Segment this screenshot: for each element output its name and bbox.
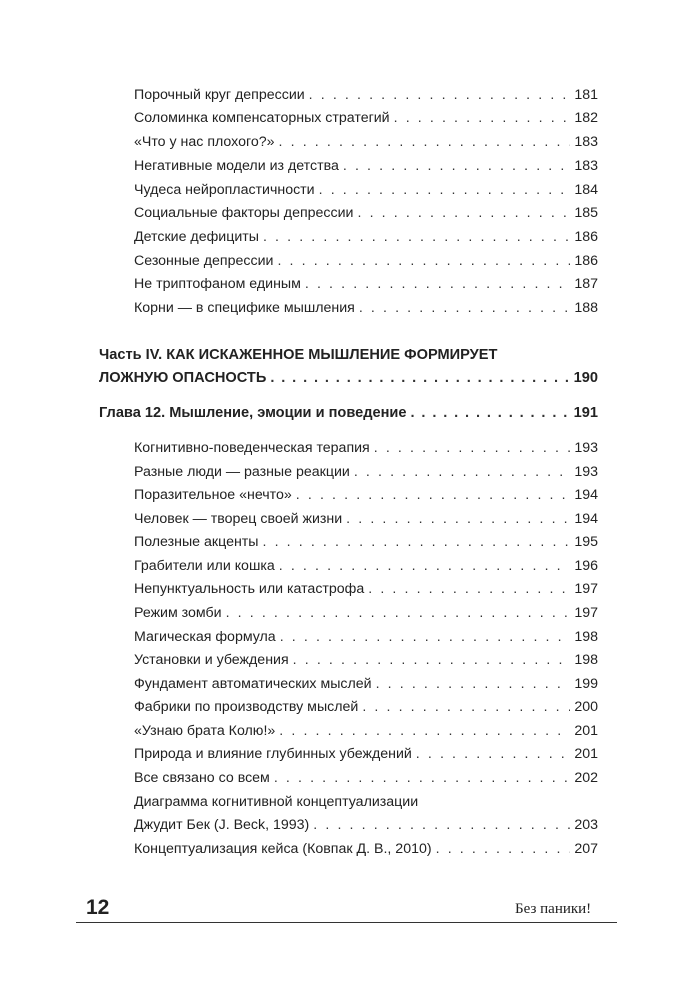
dot-leader (274, 769, 571, 787)
dot-leader (226, 604, 571, 622)
toc-entry-page: 200 (574, 699, 598, 715)
toc-entry-page: 194 (574, 511, 598, 527)
dot-leader (436, 840, 571, 858)
dot-leader (343, 157, 570, 175)
toc-entry-page: 186 (574, 229, 598, 245)
toc-entry-title: Полезные акценты (134, 534, 259, 550)
toc-entry (134, 840, 598, 858)
toc-entry-page: 181 (574, 87, 598, 103)
toc-entry-page: 182 (574, 110, 598, 126)
toc-entry-title: Когнитивно-поведенческая терапия (134, 440, 370, 456)
toc-entry-title: Природа и влияние глубинных убеждений (134, 746, 412, 762)
dot-leader (313, 816, 570, 834)
footer-book-title: Без паники! (515, 901, 592, 917)
toc-entry-title: Магическая формула (134, 629, 276, 645)
dot-leader (368, 580, 570, 598)
toc-entry-title: Фундамент автоматических мыслей (134, 676, 372, 692)
dot-leader (293, 651, 571, 669)
toc-entry (134, 604, 598, 622)
toc-entry-title: Грабители или кошка (134, 558, 275, 574)
toc-entry (134, 228, 598, 246)
toc-entry-page: 197 (574, 605, 598, 621)
toc-entry-title: Фабрики по производству мыслей (134, 699, 359, 715)
toc-entry-page: 199 (574, 676, 598, 692)
toc-entry-title: «Что у нас плохого?» (134, 134, 275, 150)
footer-page-number: 12 (86, 896, 110, 919)
toc-entry (134, 722, 598, 740)
dot-leader (309, 86, 571, 104)
toc-entry-page: 197 (574, 581, 598, 597)
dot-leader (263, 228, 570, 246)
dot-leader (362, 698, 570, 716)
toc-entry-title: Режим зомби (134, 605, 222, 621)
toc-entry (134, 628, 598, 646)
dot-leader (279, 557, 571, 575)
dot-leader (376, 675, 571, 693)
dot-leader (359, 299, 571, 317)
toc-entry-page: 183 (574, 134, 598, 150)
toc-entry-title: Непунктуальность или катастрофа (134, 581, 365, 597)
chapter-heading (99, 404, 598, 422)
toc-entry-title: Порочный круг депрессии (134, 87, 305, 103)
dot-leader (279, 722, 570, 740)
chapter-heading-page: 191 (573, 405, 598, 421)
toc-entry (134, 816, 598, 834)
toc-entry-page: 201 (574, 723, 598, 739)
toc-entry (134, 533, 598, 551)
dot-leader (374, 439, 571, 457)
dot-leader (346, 510, 570, 528)
toc-entry-page: 185 (574, 205, 598, 221)
toc-entry (134, 252, 598, 270)
toc-entry-page: 207 (574, 841, 598, 857)
dot-leader (280, 628, 571, 646)
toc-entry (134, 157, 598, 175)
toc-entry (134, 510, 598, 528)
toc-entry (134, 651, 598, 669)
footer-divider (76, 922, 617, 923)
chapter-heading-title: Глава 12. Мышление, эмоции и поведение (99, 405, 407, 421)
toc-entry-title: Все связано со всем (134, 770, 270, 786)
toc-entry-title: Концептуализация кейса (Ковпак Д. В., 2010) (134, 841, 432, 857)
toc-entry (134, 86, 598, 104)
dot-leader (394, 109, 571, 127)
dot-leader (296, 486, 571, 504)
toc-entry-page: 193 (574, 440, 598, 456)
toc-entry-page: 203 (574, 817, 598, 833)
toc-entry-title: Сезонные депрессии (134, 253, 274, 269)
toc-entry (134, 204, 598, 222)
toc-entry-title: Чудеса нейропластичности (134, 182, 315, 198)
toc-entry-page: 198 (574, 629, 598, 645)
toc-entry (134, 580, 598, 598)
toc-entry (134, 463, 598, 481)
toc-entry-page: 198 (574, 652, 598, 668)
toc-entry (134, 299, 598, 317)
toc-entry-title: Поразительное «нечто» (134, 487, 292, 503)
part-heading (99, 369, 598, 387)
toc-entry-page: 187 (574, 276, 598, 292)
dot-leader (277, 252, 570, 270)
toc-entry-page: 202 (574, 770, 598, 786)
toc-entry-page: 195 (574, 534, 598, 550)
toc-entry-page: 193 (574, 464, 598, 480)
toc-entry-page: 184 (574, 182, 598, 198)
dot-leader (270, 369, 569, 387)
part-heading-line1: Часть IV. КАК ИСКАЖЕННОЕ МЫШЛЕНИЕ ФОРМИРУЕТ (99, 347, 498, 363)
dot-leader (411, 404, 570, 422)
toc-entry (134, 439, 598, 457)
toc-entry-page: 201 (574, 746, 598, 762)
toc-entry-page: 196 (574, 558, 598, 574)
toc-entry-title: Разные люди — разные реакции (134, 464, 350, 480)
dot-leader (305, 275, 570, 293)
toc-entry (134, 557, 598, 575)
toc-entry-page: 194 (574, 487, 598, 503)
toc-entry (134, 275, 598, 293)
dot-leader (263, 533, 571, 551)
toc-entry-title: Детские дефициты (134, 229, 259, 245)
toc-entry-title-line1: Диаграмма когнитивной концептуализации (134, 794, 419, 810)
toc-entry-title: Негативные модели из детства (134, 158, 339, 174)
toc-entry-title: Соломинка компенсаторных стратегий (134, 110, 390, 126)
toc-entry-page: 186 (574, 253, 598, 269)
toc-entry (134, 698, 598, 716)
part-heading-line2: ЛОЖНУЮ ОПАСНОСТЬ (99, 370, 267, 386)
toc-entry (134, 675, 598, 693)
toc-entry (134, 181, 598, 199)
toc-entry (134, 745, 598, 763)
dot-leader (354, 463, 571, 481)
toc-entry (134, 769, 598, 787)
toc-entry-title: Социальные факторы депрессии (134, 205, 354, 221)
toc-entry-title-line2: Джудит Бек (J. Beck, 1993) (134, 817, 310, 833)
part-heading-page: 190 (573, 370, 598, 386)
toc-entry-page: 183 (574, 158, 598, 174)
dot-leader (357, 204, 570, 222)
toc-entry-page: 188 (574, 300, 598, 316)
dot-leader (416, 745, 571, 763)
toc-entry-title: Корни — в специфике мышления (134, 300, 355, 316)
toc-entry-title: «Узнаю брата Колю!» (134, 723, 276, 739)
dot-leader (279, 133, 571, 151)
toc-entry-title: Человек — творец своей жизни (134, 511, 343, 527)
toc-entry (134, 133, 598, 151)
dot-leader (319, 181, 571, 199)
toc-entry-title: Не триптофаном единым (134, 276, 301, 292)
toc-entry (134, 486, 598, 504)
toc-entry-title: Установки и убеждения (134, 652, 289, 668)
toc-entry (134, 109, 598, 127)
